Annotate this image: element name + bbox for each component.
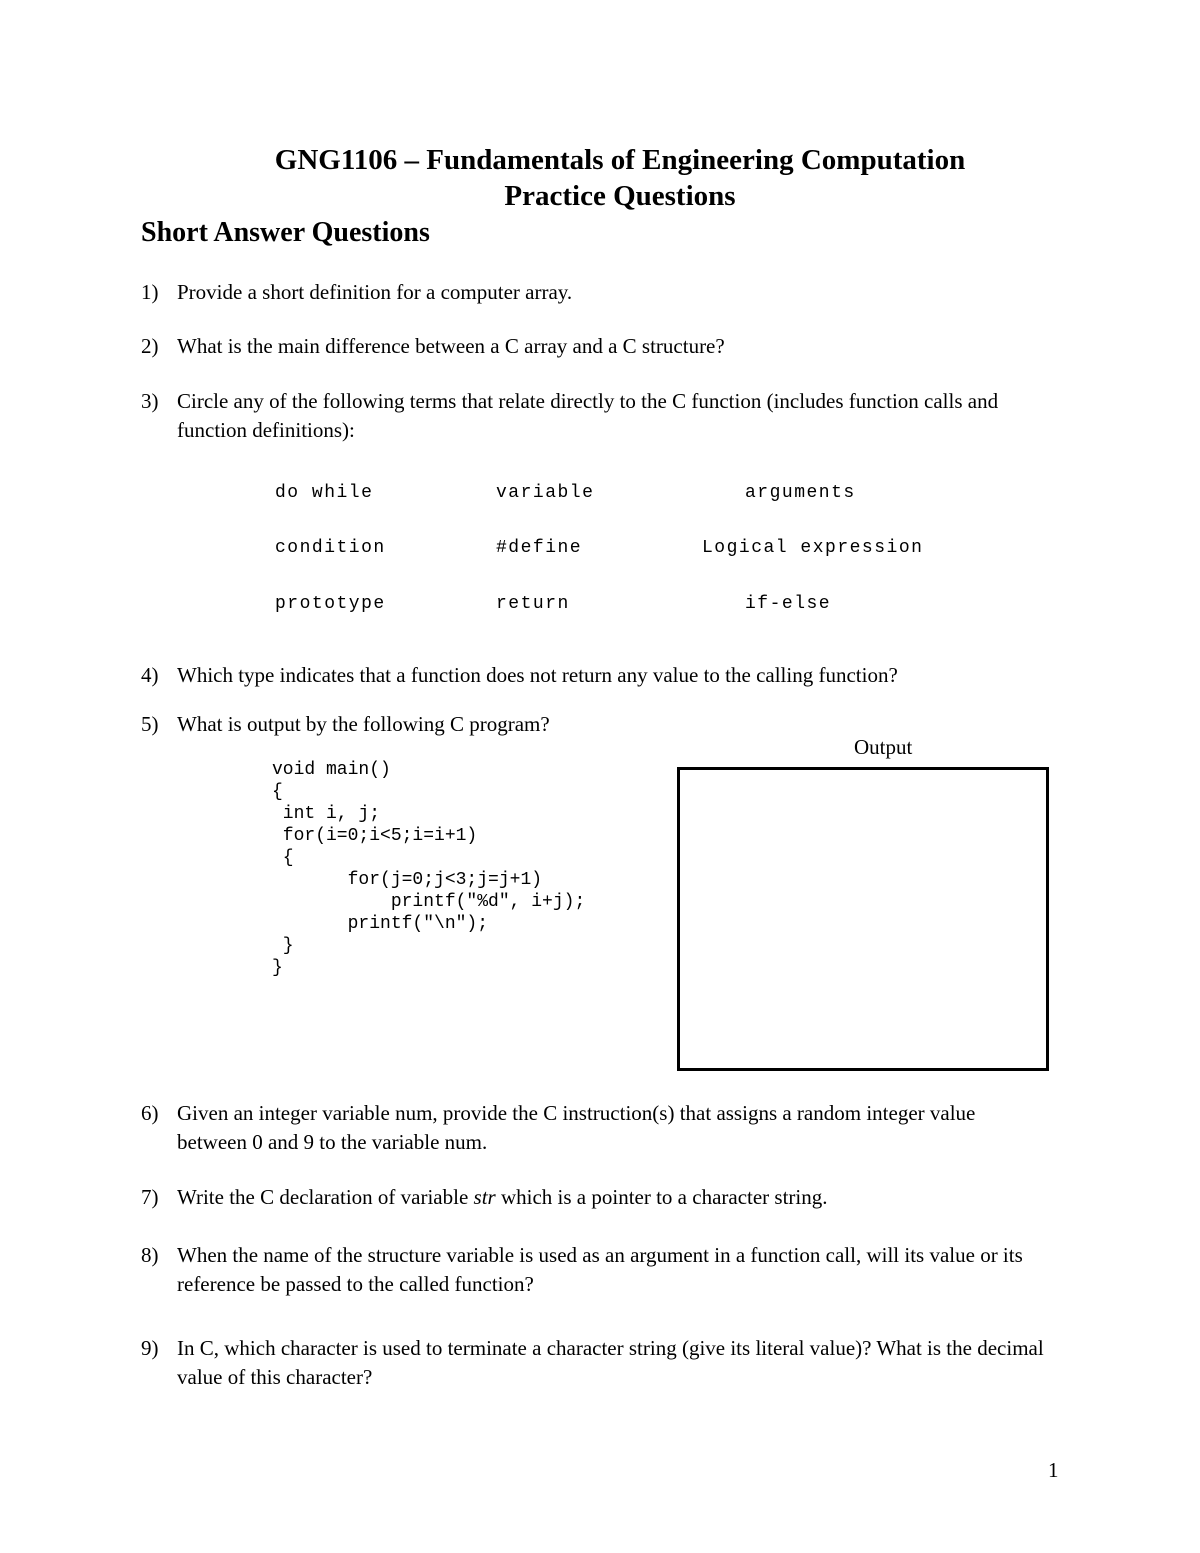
term-item: Logical expression xyxy=(702,538,924,558)
question-number: 6) xyxy=(141,1101,159,1125)
question-number: 1) xyxy=(141,280,159,304)
term-item: do while xyxy=(275,483,374,503)
page-title: GNG1106 – Fundamentals of Engineering Computation xyxy=(274,144,966,176)
page-number: 1 xyxy=(1048,1458,1059,1482)
code-block xyxy=(272,759,585,979)
variable-name-italic: str xyxy=(473,1185,496,1209)
code-line: printf("%d", i+j); xyxy=(272,892,586,912)
code-line: printf("\n"); xyxy=(272,914,489,934)
question-text xyxy=(177,1183,1067,1212)
code-line: for(j=0;j<3;j=j+1) xyxy=(272,870,543,890)
question-text: Provide a short definition for a computer array. xyxy=(177,280,573,304)
term-item: condition xyxy=(275,538,386,558)
question-text: What is the main difference between a C array and a C structure? xyxy=(177,334,725,358)
question-text: When the name of the structure variable is used as an argument in a function call, will its value or its reference be passed to the called function? xyxy=(177,1243,1023,1296)
code-line: void main() xyxy=(272,760,391,780)
code-line: } xyxy=(272,958,283,978)
question-number: 2) xyxy=(141,334,159,358)
output-answer-box xyxy=(677,767,1049,1071)
question-text-part: Write the C declaration of variable xyxy=(177,1185,474,1209)
code-line: int i, j; xyxy=(272,804,381,824)
question-number: 3) xyxy=(141,389,159,413)
question-text-part: which is a pointer to a character string. xyxy=(495,1185,828,1209)
term-item: variable xyxy=(496,483,595,503)
question-text: Given an integer variable num, provide the C instruction(s) that assigns a random integer value between 0 and 9 to the variable num. xyxy=(177,1101,976,1154)
term-item: prototype xyxy=(275,594,386,614)
question-number: 4) xyxy=(141,663,159,687)
code-line: } xyxy=(272,936,294,956)
term-item: return xyxy=(496,594,570,614)
term-item: #define xyxy=(496,538,583,558)
question-text: What is output by the following C program? xyxy=(177,712,550,736)
term-item: if-else xyxy=(745,594,832,614)
code-line: for(i=0;i<5;i=i+1) xyxy=(272,826,478,846)
question-number: 5) xyxy=(141,712,159,736)
question-number: 9) xyxy=(141,1336,159,1360)
question-number: 7) xyxy=(141,1185,159,1209)
question-text: Circle any of the following terms that relate directly to the C function (includes function calls and function definitions): xyxy=(177,389,999,442)
term-item: arguments xyxy=(745,483,856,503)
code-line: { xyxy=(272,782,283,802)
section-heading: Short Answer Questions xyxy=(141,217,430,248)
question-text: In C, which character is used to terminate a character string (give its literal value)? What is the decimal value of this character? xyxy=(177,1336,1044,1389)
question-number: 8) xyxy=(141,1243,159,1267)
question-text: Which type indicates that a function does not return any value to the calling function? xyxy=(177,663,898,687)
page-subtitle: Practice Questions xyxy=(504,180,736,212)
output-label: Output xyxy=(854,735,913,759)
code-line: { xyxy=(272,848,294,868)
